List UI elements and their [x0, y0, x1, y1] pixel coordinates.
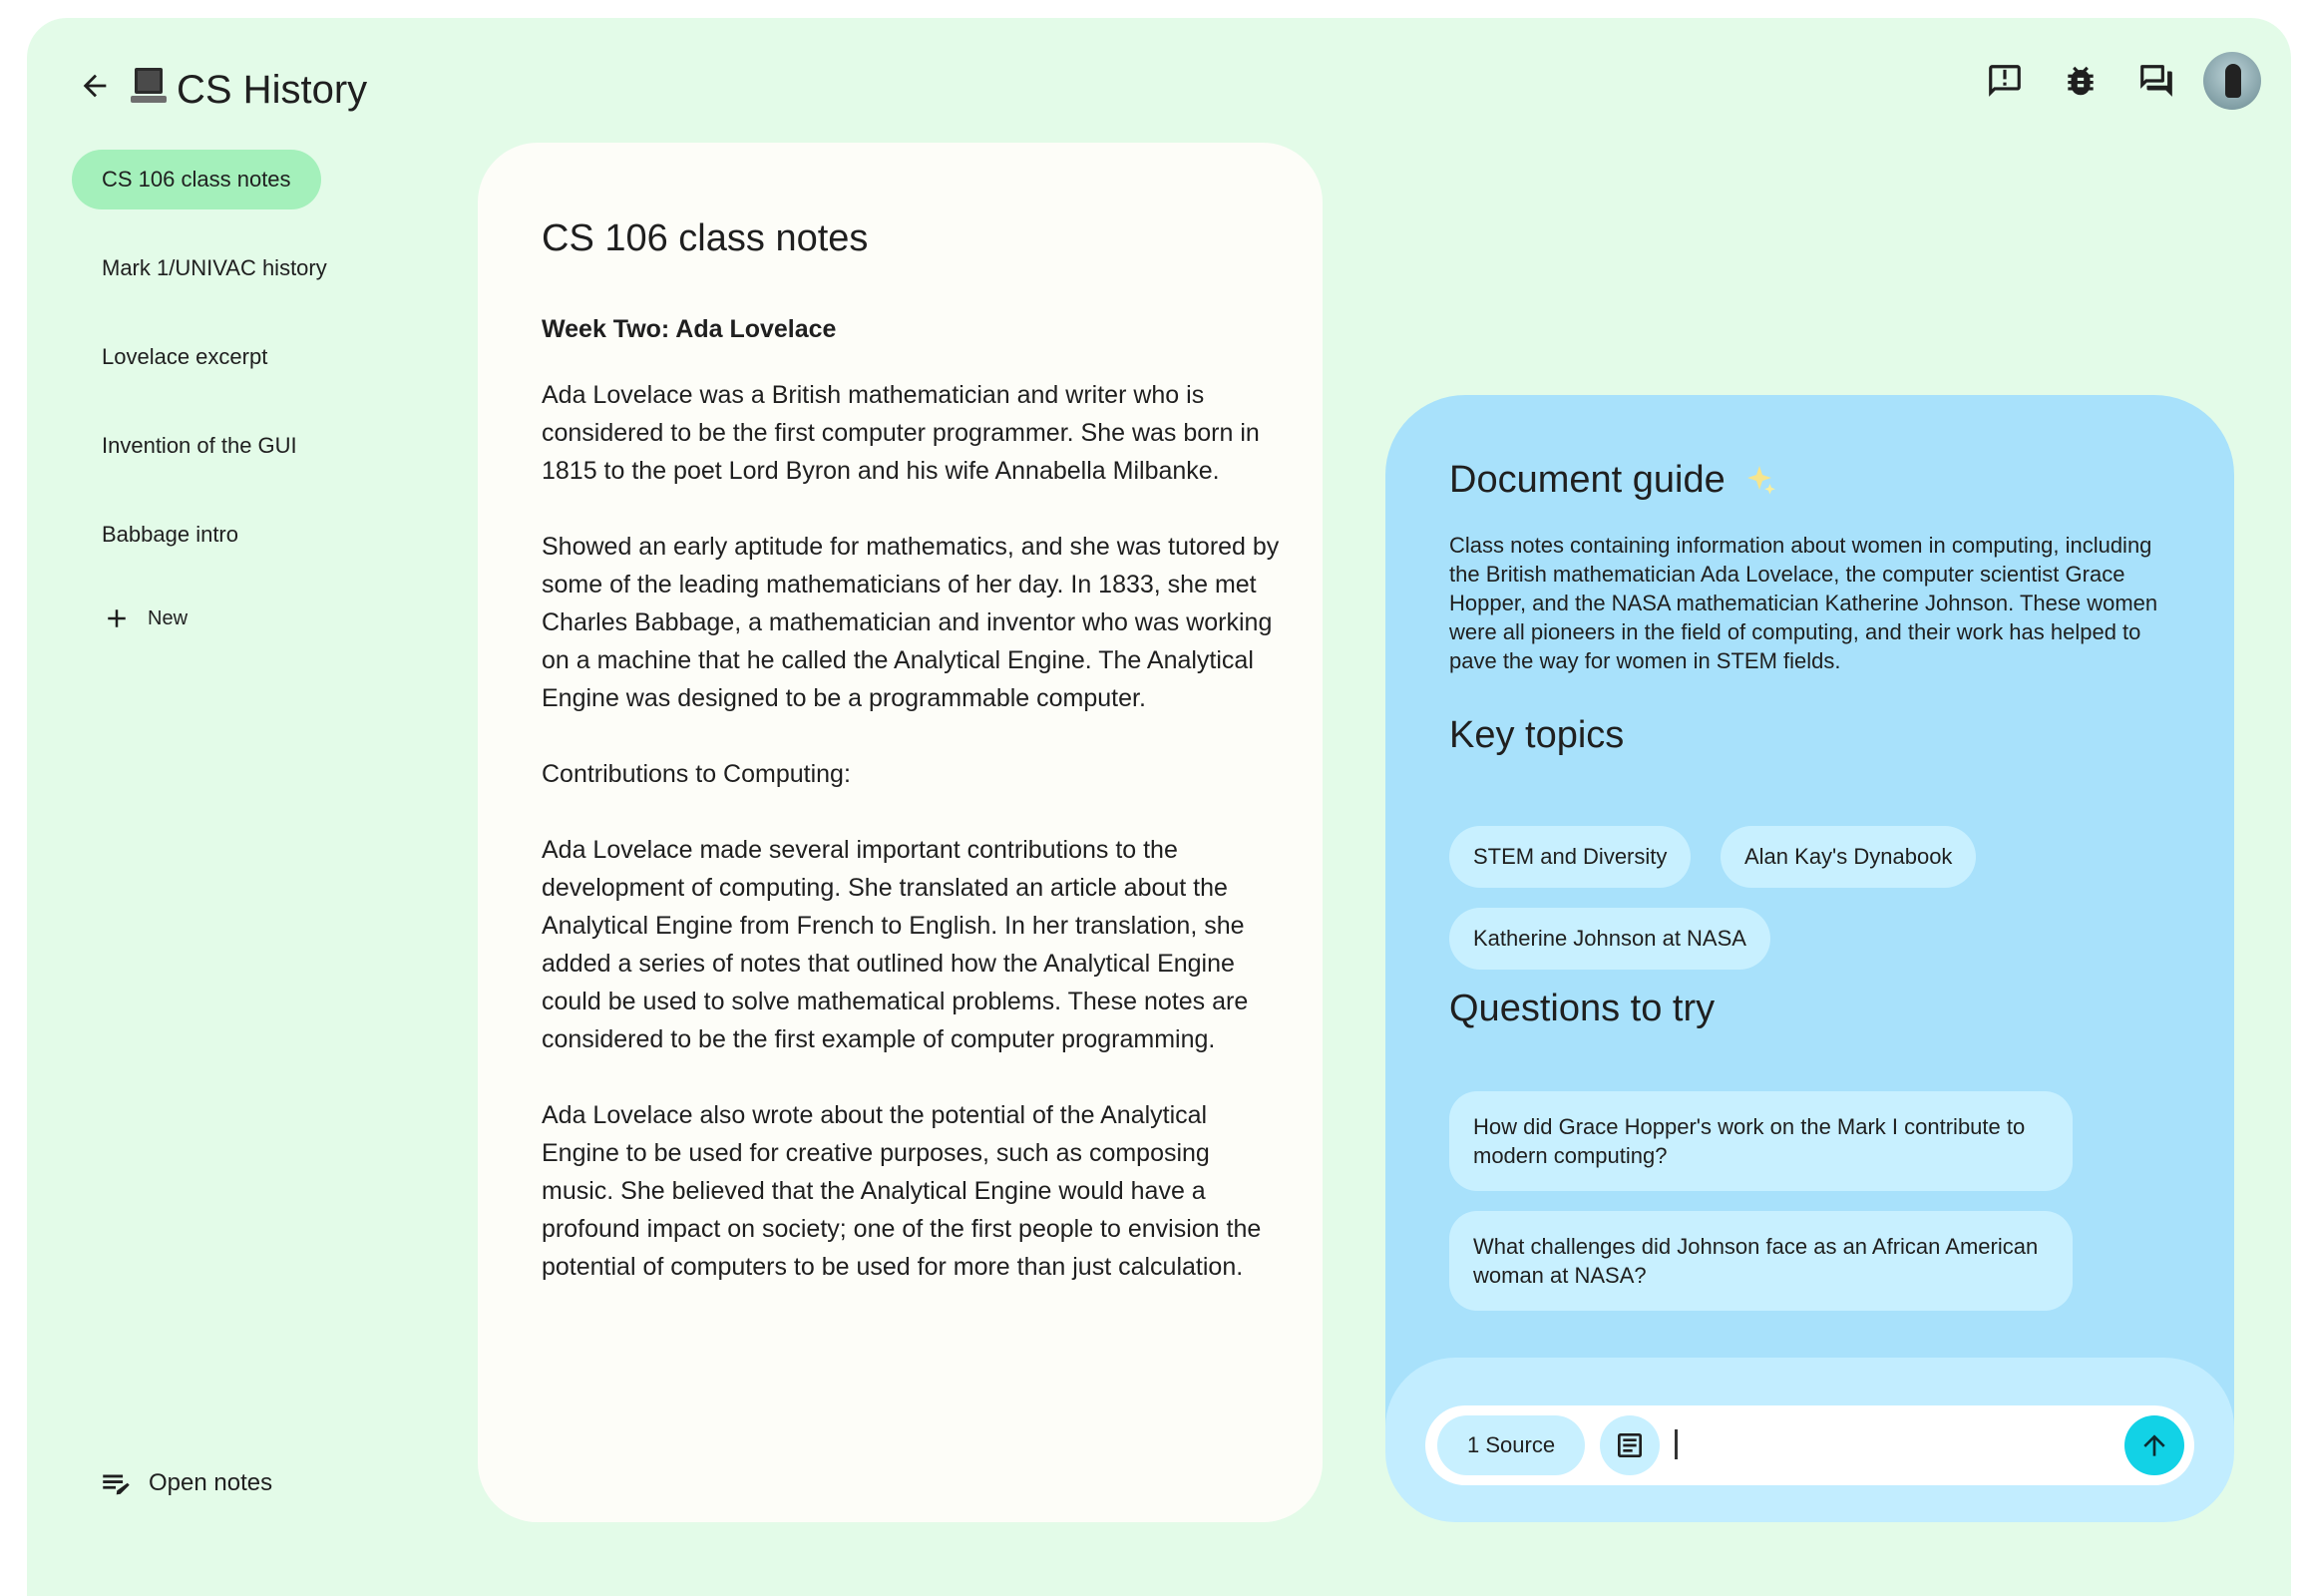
new-document-button[interactable] [72, 594, 401, 643]
document-paragraph: Contributions to Computing: [542, 760, 851, 788]
back-button[interactable] [67, 58, 123, 114]
sidebar-item-babbage-intro[interactable]: Babbage intro [102, 522, 238, 547]
key-topics-heading: Key topics [1449, 714, 1625, 756]
laptop-icon [129, 64, 169, 108]
composer-bar [1425, 1405, 2194, 1485]
sidebar [72, 150, 401, 643]
suggested-question[interactable]: What challenges did Johnson face as an African American woman at NASA? [1449, 1211, 2073, 1311]
topic-chip[interactable]: Alan Kay's Dynabook [1721, 826, 1976, 888]
guide-title: Document guide [1449, 459, 1726, 501]
suggested-question[interactable]: How did Grace Hopper's work on the Mark I contribute to modern computing? [1449, 1091, 2073, 1191]
bug-icon [2062, 62, 2100, 100]
bug-report-button[interactable] [2052, 52, 2110, 110]
guide-summary: Class notes containing information about women in computing, including the British mathematician Ada Lovelace, the computer scientist Grace Hopper, and the NASA mathematician Katherine Johnson. These women were all pioneers in the field of computing, and their work has helped to pave the way for women in STEM fields. [1449, 533, 2158, 673]
chat-button[interactable] [2127, 52, 2185, 110]
document-guide-panel [1385, 395, 2234, 1522]
document-heading: Week Two: Ada Lovelace [542, 315, 837, 343]
feedback-icon [1986, 62, 2024, 100]
account-button[interactable] [2203, 52, 2261, 110]
plus-icon [102, 603, 132, 633]
top-toolbar [1976, 52, 2261, 110]
page-title: CS History [177, 68, 368, 112]
document-paragraph: Ada Lovelace also wrote about the potential of the Analytical Engine to be used for creative purposes, such as composing music. She believed that the Analytical Engine would have a profound impact on society; one of the first people to envision the potential of computers to be used for more than just calculation. [542, 1101, 1262, 1281]
scroll-fade [478, 1373, 1323, 1522]
feedback-button[interactable] [1976, 52, 2034, 110]
chat-composer [1385, 1358, 2234, 1522]
chat-icon [2137, 62, 2175, 100]
avatar [2203, 52, 2261, 110]
sidebar-item-cs106-notes[interactable]: CS 106 class notes [72, 150, 321, 209]
document-title: CS 106 class notes [542, 217, 869, 259]
document-body [542, 310, 1280, 1324]
document-paragraph: Ada Lovelace made several important contributions to the development of computing. She translated an article about the Analytical Engine from French to English. In her translation, she added a series of notes that outlined how the Analytical Engine could be used to solve mathematical problems. These notes are considered to be the first example of computer programming. [542, 836, 1249, 1053]
guide-title-row [1449, 459, 1777, 502]
topic-chip[interactable]: Katherine Johnson at NASA [1449, 908, 1770, 970]
topic-chip[interactable]: STEM and Diversity [1449, 826, 1691, 888]
sidebar-item-gui-invention[interactable]: Invention of the GUI [102, 433, 297, 458]
questions-heading: Questions to try [1449, 988, 1716, 1029]
document-panel[interactable] [478, 143, 1323, 1522]
notes-list-icon [99, 1466, 133, 1500]
text-caret [1675, 1429, 1678, 1459]
source-button[interactable]: 1 Source [1437, 1415, 1585, 1475]
open-notes-label: Open notes [149, 1469, 273, 1496]
app-window [27, 18, 2291, 1596]
document-paragraph: Showed an early aptitude for mathematics, and she was tutored by some of the leading mathematicians of her day. In 1833, she met Charles Babbage, a mathematician and inventor who was working on a machine that he called the Analytical Engine. The Analytical Engine was designed to be a programmable computer. [542, 533, 1280, 712]
arrow-up-icon [2138, 1429, 2170, 1461]
sparkle-icon [1741, 463, 1777, 499]
add-note-button[interactable] [1600, 1415, 1660, 1475]
document-paragraph: Ada Lovelace was a British mathematician and writer who is considered to be the first computer programmer. She was born in 1815 to the poet Lord Byron and his wife Annabella Milbanke. [542, 381, 1260, 485]
new-document-label: New [148, 606, 189, 629]
open-notes-button[interactable] [99, 1466, 272, 1500]
send-button[interactable] [2124, 1415, 2184, 1475]
chat-input[interactable] [1675, 1419, 2117, 1473]
note-add-icon [1614, 1429, 1646, 1461]
sidebar-item-mark1-univac[interactable]: Mark 1/UNIVAC history [102, 255, 327, 280]
arrow-left-icon [78, 69, 112, 103]
sidebar-item-lovelace-excerpt[interactable]: Lovelace excerpt [102, 344, 268, 369]
